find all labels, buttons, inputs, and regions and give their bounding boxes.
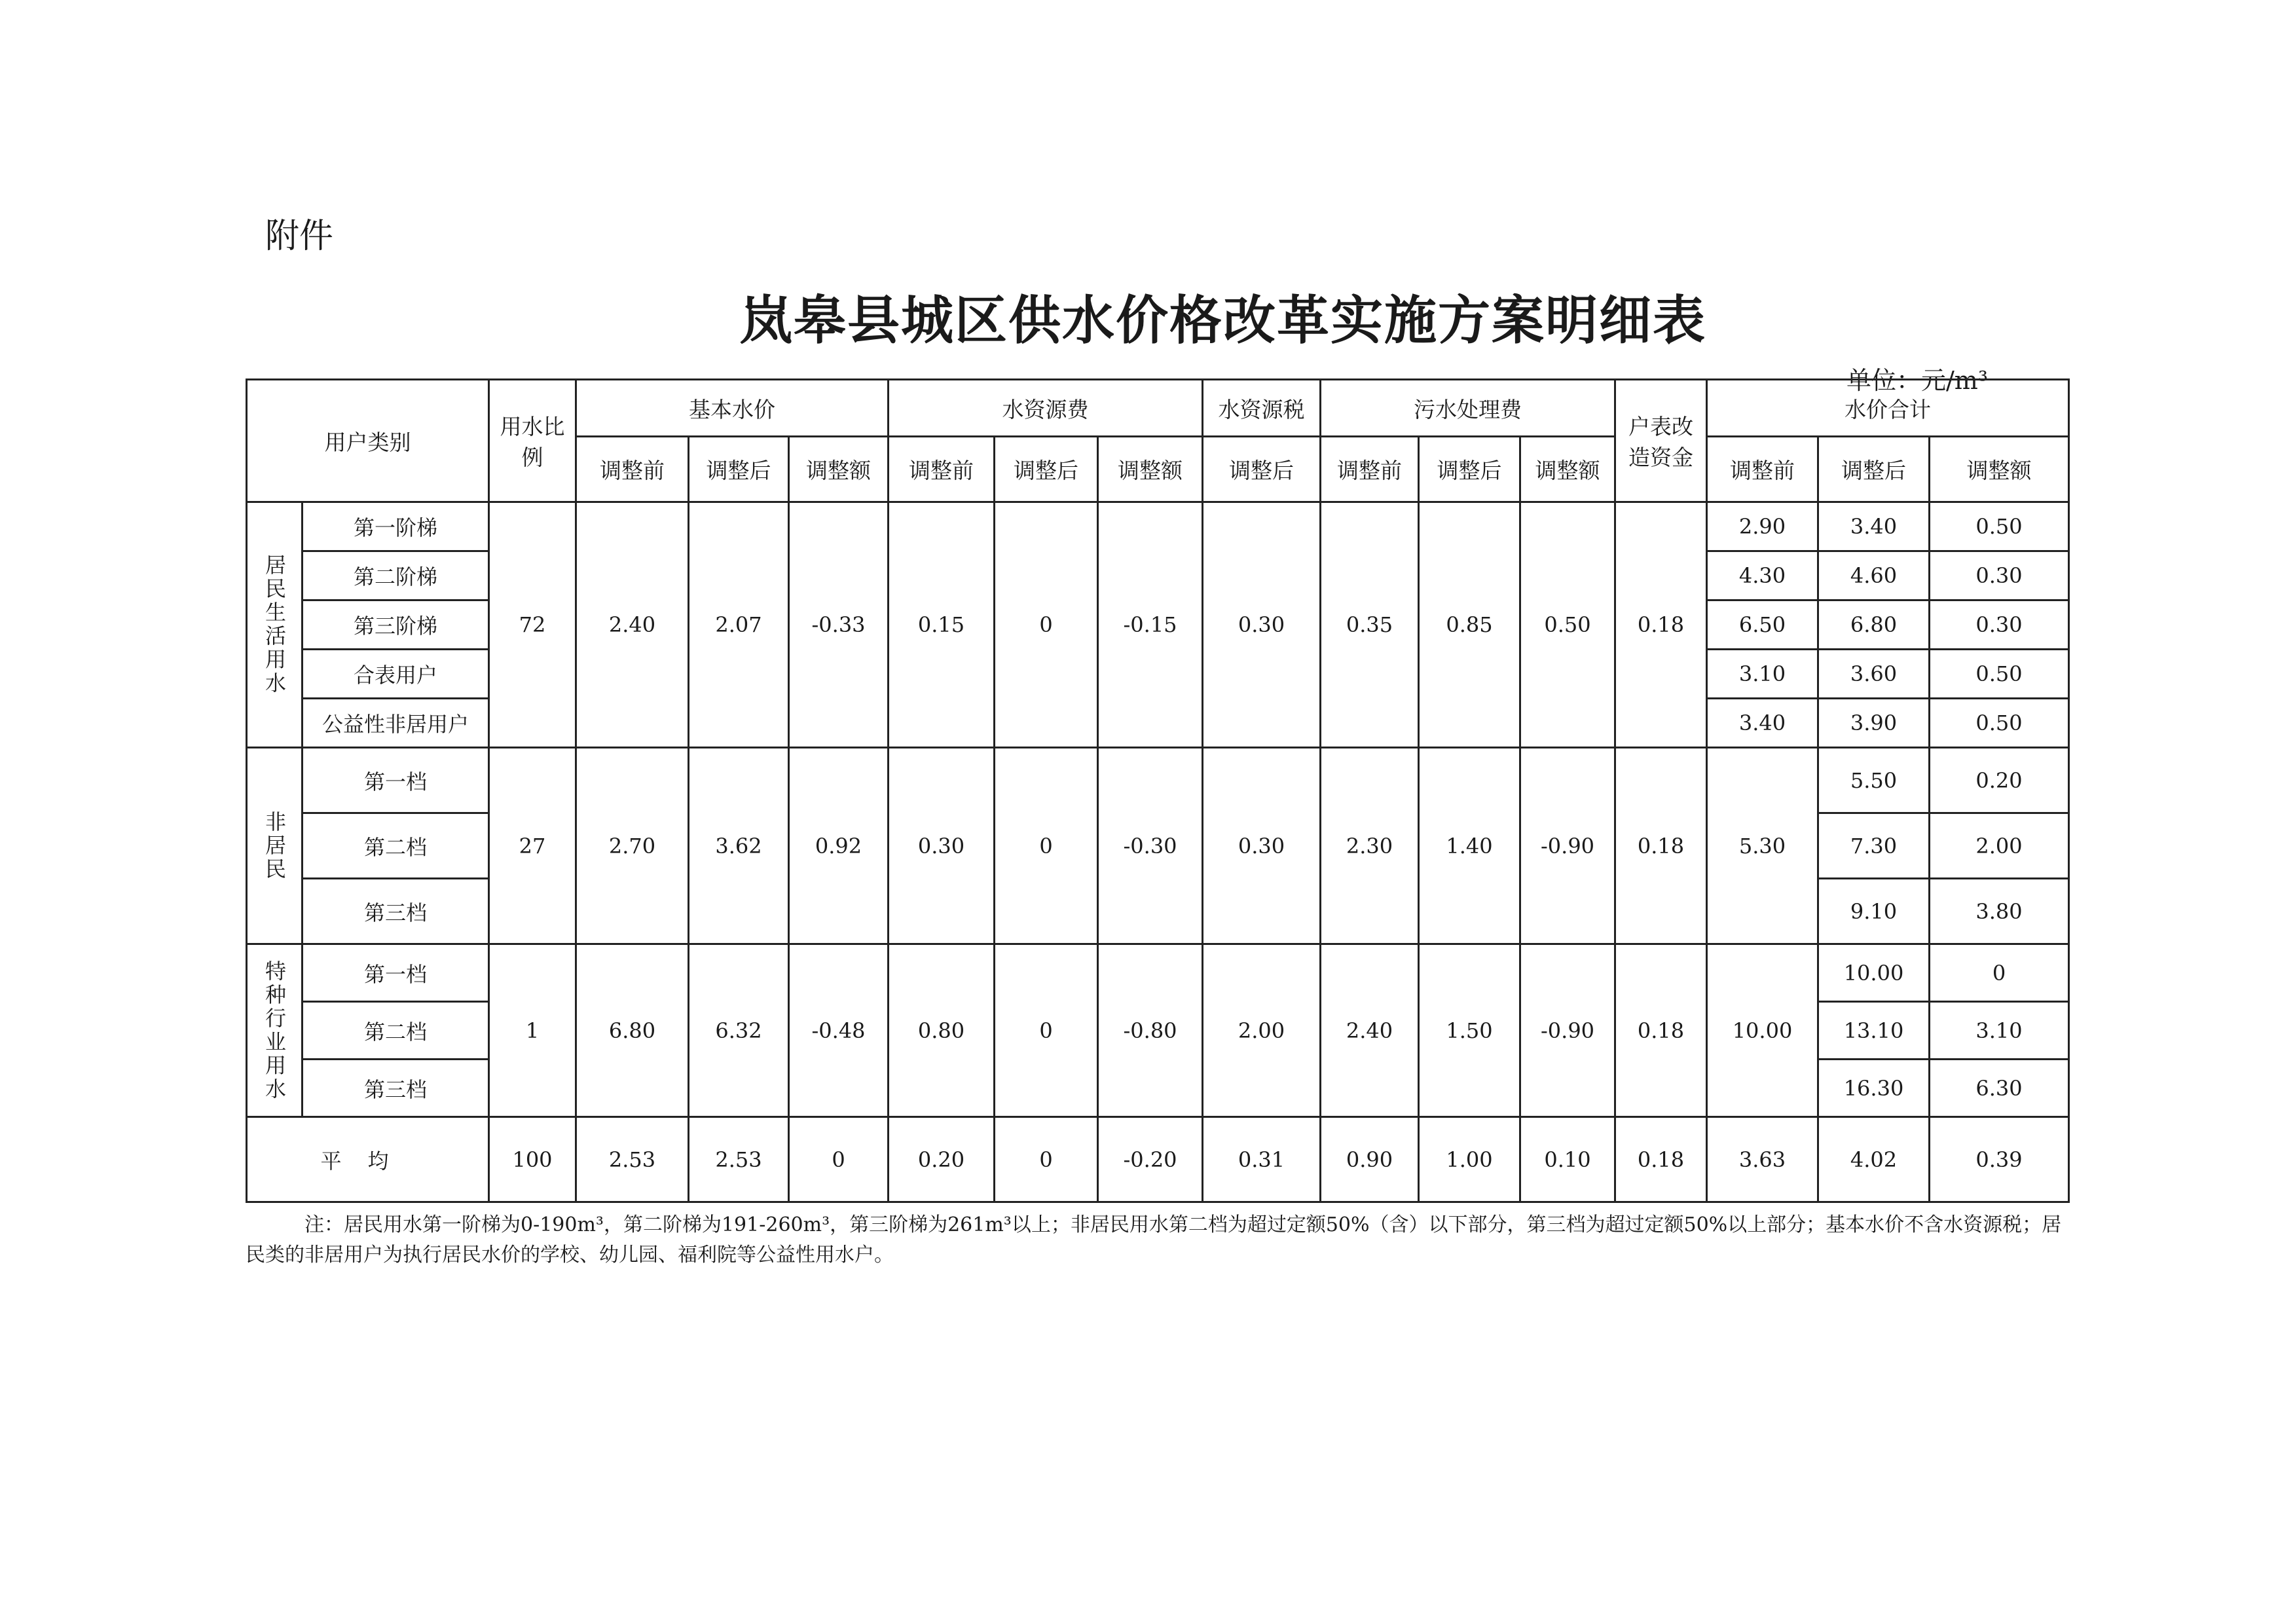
tier-label: 第三档 — [303, 1060, 489, 1117]
header-fee-after: 调整后 — [995, 437, 1098, 502]
header-total-delta: 调整额 — [1930, 437, 2069, 502]
total-delta: 2.00 — [1930, 813, 2069, 879]
total-before: 3.10 — [1707, 650, 1818, 699]
table-row — [247, 502, 2069, 551]
tier-label: 第二档 — [303, 1002, 489, 1060]
ratio-value: 100 — [489, 1117, 576, 1202]
tier-label: 第三阶梯 — [303, 600, 489, 650]
basic-delta: 0.92 — [789, 748, 889, 944]
header-resource-fee: 水资源费 — [889, 380, 1203, 437]
attachment-label: 附件 — [265, 217, 334, 256]
meter-value: 0.18 — [1615, 748, 1707, 944]
total-delta: 0.50 — [1930, 502, 2069, 551]
sewage-after: 1.40 — [1419, 748, 1520, 944]
header-user-type: 用户类别 — [247, 380, 489, 502]
header-total: 水价合计 — [1707, 380, 2069, 437]
average-label: 平均 — [247, 1117, 489, 1202]
fee-before: 0.30 — [889, 748, 995, 944]
header-fee-delta: 调整额 — [1098, 437, 1203, 502]
header-basic: 基本水价 — [576, 380, 889, 437]
total-delta: 6.30 — [1930, 1060, 2069, 1117]
total-delta: 3.80 — [1930, 879, 2069, 944]
fee-before: 0.15 — [889, 502, 995, 748]
table-row — [247, 748, 2069, 813]
unit-label: 单位：元/m³ — [1846, 366, 1989, 395]
basic-after: 3.62 — [689, 748, 789, 944]
basic-after: 2.07 — [689, 502, 789, 748]
total-after: 5.50 — [1818, 748, 1930, 813]
table-row — [247, 944, 2069, 1002]
tier-label: 公益性非居用户 — [303, 699, 489, 748]
basic-delta: -0.33 — [789, 502, 889, 748]
total-after: 4.02 — [1818, 1117, 1930, 1202]
ratio-value: 1 — [489, 944, 576, 1117]
basic-after: 6.32 — [689, 944, 789, 1117]
basic-before: 2.53 — [576, 1117, 689, 1202]
header-total-before: 调整前 — [1707, 437, 1818, 502]
header-fee-before: 调整前 — [889, 437, 995, 502]
price-table — [246, 378, 2070, 1203]
fee-delta: -0.30 — [1098, 748, 1203, 944]
fee-before: 0.80 — [889, 944, 995, 1117]
header-sewage: 污水处理费 — [1321, 380, 1615, 437]
total-delta: 0.50 — [1930, 650, 2069, 699]
total-before: 5.30 — [1707, 748, 1818, 944]
ratio-value: 27 — [489, 748, 576, 944]
ratio-value: 72 — [489, 502, 576, 748]
basic-delta: 0 — [789, 1117, 889, 1202]
header-total-after: 调整后 — [1818, 437, 1930, 502]
header-basic-after: 调整后 — [689, 437, 789, 502]
tax-after: 0.30 — [1203, 748, 1321, 944]
total-after: 6.80 — [1818, 600, 1930, 650]
table-row — [247, 1117, 2069, 1202]
footnote: 注：居民用水第一阶梯为0-190m³，第二阶梯为191-260m³，第三阶梯为261m³以上；非居民用水第二档为超过定额50%（含）以下部分，第三档为超过定额50%以上部分；基本水价不含水资源税；居民类的非居用户为执行居民水价的学校、幼儿园、福利院等公益性用水户。 — [246, 1213, 2062, 1266]
sewage-after: 1.50 — [1419, 944, 1520, 1117]
total-after: 4.60 — [1818, 551, 1930, 600]
total-before: 6.50 — [1707, 600, 1818, 650]
sewage-after: 1.00 — [1419, 1117, 1520, 1202]
total-after: 13.10 — [1818, 1002, 1930, 1060]
header-ratio: 用水比例 — [489, 380, 576, 502]
header-sewage-after: 调整后 — [1419, 437, 1520, 502]
tier-label: 第一阶梯 — [303, 502, 489, 551]
total-after: 9.10 — [1818, 879, 1930, 944]
fee-delta: -0.20 — [1098, 1117, 1203, 1202]
sewage-before: 2.40 — [1321, 944, 1419, 1117]
tier-label: 第三档 — [303, 879, 489, 944]
tier-label: 第二档 — [303, 813, 489, 879]
fee-after: 0 — [995, 502, 1098, 748]
fee-after: 0 — [995, 748, 1098, 944]
total-before: 3.63 — [1707, 1117, 1818, 1202]
total-before: 4.30 — [1707, 551, 1818, 600]
basic-after: 2.53 — [689, 1117, 789, 1202]
fee-delta: -0.80 — [1098, 944, 1203, 1117]
total-delta: 0.30 — [1930, 551, 2069, 600]
total-before: 3.40 — [1707, 699, 1818, 748]
tier-label: 第一档 — [303, 748, 489, 813]
header-sewage-delta: 调整额 — [1520, 437, 1615, 502]
basic-before: 2.70 — [576, 748, 689, 944]
tier-label: 合表用户 — [303, 650, 489, 699]
document-title: 岚皋县城区供水价格改革实施方案明细表 — [740, 289, 1706, 351]
sewage-before: 0.35 — [1321, 502, 1419, 748]
fee-before: 0.20 — [889, 1117, 995, 1202]
total-delta: 0 — [1930, 944, 2069, 1002]
header-sewage-before: 调整前 — [1321, 437, 1419, 502]
group-special: 特种行业用水 — [247, 944, 303, 1117]
sewage-before: 2.30 — [1321, 748, 1419, 944]
sewage-after: 0.85 — [1419, 502, 1520, 748]
meter-value: 0.18 — [1615, 502, 1707, 748]
tier-label: 第二阶梯 — [303, 551, 489, 600]
sewage-delta: -0.90 — [1520, 748, 1615, 944]
basic-before: 2.40 — [576, 502, 689, 748]
total-delta: 0.39 — [1930, 1117, 2069, 1202]
sewage-delta: 0.50 — [1520, 502, 1615, 748]
total-delta: 3.10 — [1930, 1002, 2069, 1060]
tier-label: 第一档 — [303, 944, 489, 1002]
fee-delta: -0.15 — [1098, 502, 1203, 748]
group-residential: 居民生活用水 — [247, 502, 303, 748]
total-after: 3.60 — [1818, 650, 1930, 699]
total-delta: 0.20 — [1930, 748, 2069, 813]
header-meter: 户表改造资金 — [1615, 380, 1707, 502]
total-before: 2.90 — [1707, 502, 1818, 551]
meter-value: 0.18 — [1615, 1117, 1707, 1202]
basic-before: 6.80 — [576, 944, 689, 1117]
total-after: 10.00 — [1818, 944, 1930, 1002]
tax-after: 2.00 — [1203, 944, 1321, 1117]
header-tax-after: 调整后 — [1203, 437, 1321, 502]
fee-after: 0 — [995, 944, 1098, 1117]
group-nonresidential: 非居民 — [247, 748, 303, 944]
sewage-delta: -0.90 — [1520, 944, 1615, 1117]
basic-delta: -0.48 — [789, 944, 889, 1117]
total-after: 7.30 — [1818, 813, 1930, 879]
meter-value: 0.18 — [1615, 944, 1707, 1117]
total-after: 3.40 — [1818, 502, 1930, 551]
tax-after: 0.31 — [1203, 1117, 1321, 1202]
header-basic-delta: 调整额 — [789, 437, 889, 502]
header-basic-before: 调整前 — [576, 437, 689, 502]
tax-after: 0.30 — [1203, 502, 1321, 748]
sewage-before: 0.90 — [1321, 1117, 1419, 1202]
fee-after: 0 — [995, 1117, 1098, 1202]
total-after: 3.90 — [1818, 699, 1930, 748]
sewage-delta: 0.10 — [1520, 1117, 1615, 1202]
total-delta: 0.30 — [1930, 600, 2069, 650]
total-before: 10.00 — [1707, 944, 1818, 1117]
total-after: 16.30 — [1818, 1060, 1930, 1117]
header-resource-tax: 水资源税 — [1203, 380, 1321, 437]
total-delta: 0.50 — [1930, 699, 2069, 748]
